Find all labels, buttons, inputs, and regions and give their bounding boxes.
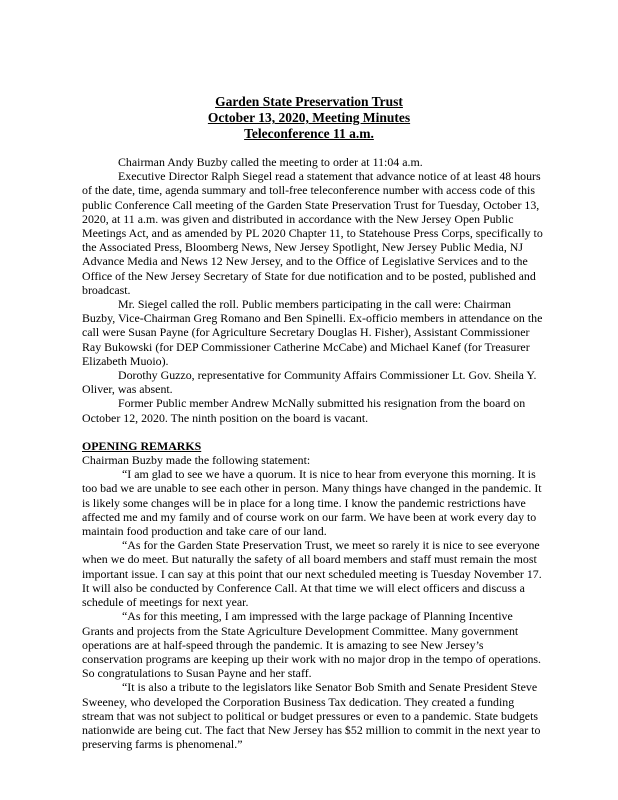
paragraph-notice-statement: Executive Director Ralph Siegel read a statement that advance notice of at least 48 hours of the date, time, agenda summary and toll-free teleconference number with access code of this public Conference Call meeting of the Garden State Preservation Trust for Tuesday, October 13, 2020, at 11 a.m. was given and distributed in accordance with the New Jersey Open Public Meetings Act, and as amended by PL 2020 Chapter 11, to Statehouse Press Corps, specifically to the Associated Press, Bloomberg News, New Jersey Spotlight, New Jersey Public Media, NJ Advance Media and News 12 New Jersey, and to the Office of Legislative Services and to the Office of the New Jersey Secretary of State for due notification and to be posted, published and broadcast.: [82, 169, 543, 297]
section-heading-opening-remarks: OPENING REMARKS: [82, 438, 202, 453]
document-title-line-1: Garden State Preservation Trust: [215, 94, 403, 109]
quote-paragraph-3: “As for this meeting, I am impressed with the large package of Planning Incentive Grants and projects from the State Agriculture Development Committee. Many government operations are at half-speed through the pandemic. It is amazing to see New Jersey’s conservation programs are keeping up their work with no major drop in the tempo of operations. So congratulations to Susan Payne and her staff.: [82, 609, 541, 681]
quote-paragraph-2: “As for the Garden State Preservation Trust, we meet so rarely it is nice to see everyone when we do meet. But naturally the safety of all board members and staff must remain the most important issue. I can say at this point that our next scheduled meeting is Tuesday November 17. It will also be conducted by Conference Call. At that time we will elect officers and discuss a schedule of meetings for next year.: [82, 538, 542, 610]
paragraph-resignation: Former Public member Andrew McNally submitted his resignation from the board on October 12, 2020. The ninth position on the board is vacant.: [82, 396, 526, 425]
document-title-line-2: October 13, 2020, Meeting Minutes: [207, 110, 411, 125]
paragraph-opening-intro: Chairman Buzby made the following statement:: [82, 453, 311, 468]
quote-paragraph-1: “I am glad to see we have a quorum. It is nice to hear from everyone this morning. It is too bad we are unable to see each other in person. Many things have changed in the pandemic. It is likely some changes will be in place for a long time. I know the pandemic restrictions have affected me and my family and of course work on our farm. We have been at work every day to maintain food production and take care of our land.: [82, 467, 542, 539]
quote-paragraph-4: “It is also a tribute to the legislators like Senator Bob Smith and Senate President Steve Sweeney, who developed the Corporation Business Tax dedication. They created a funding stream that was not subject to political or budget pressures or even to a pandemic. State budgets nationwide are being cut. The fact that New Jersey has $52 million to commit in the next year to preserving farms is phenomenal.”: [82, 680, 541, 752]
document-body: [82, 155, 544, 751]
document-title-line-3: Teleconference 11 a.m.: [244, 126, 374, 141]
paragraph-roll-call: Mr. Siegel called the roll. Public members participating in the call were: Chairman Buzby, Vice-Chairman Greg Romano and Ben Spinelli. Ex-officio members in attendance on the call were Susan Payne (for Agriculture Secretary Douglas H. Fisher), Assistant Commissioner Ray Bukowski (for DEP Commissioner Catherine McCabe) and Michael Kanef (for Treasurer Elizabeth Muoio).: [82, 297, 543, 368]
paragraph-call-to-order: Chairman Andy Buzby called the meeting to order at 11:04 a.m.: [118, 155, 423, 169]
paragraph-absence: Dorothy Guzzo, representative for Community Affairs Commissioner Lt. Gov. Sheila Y. Oliver, was absent.: [82, 368, 537, 397]
